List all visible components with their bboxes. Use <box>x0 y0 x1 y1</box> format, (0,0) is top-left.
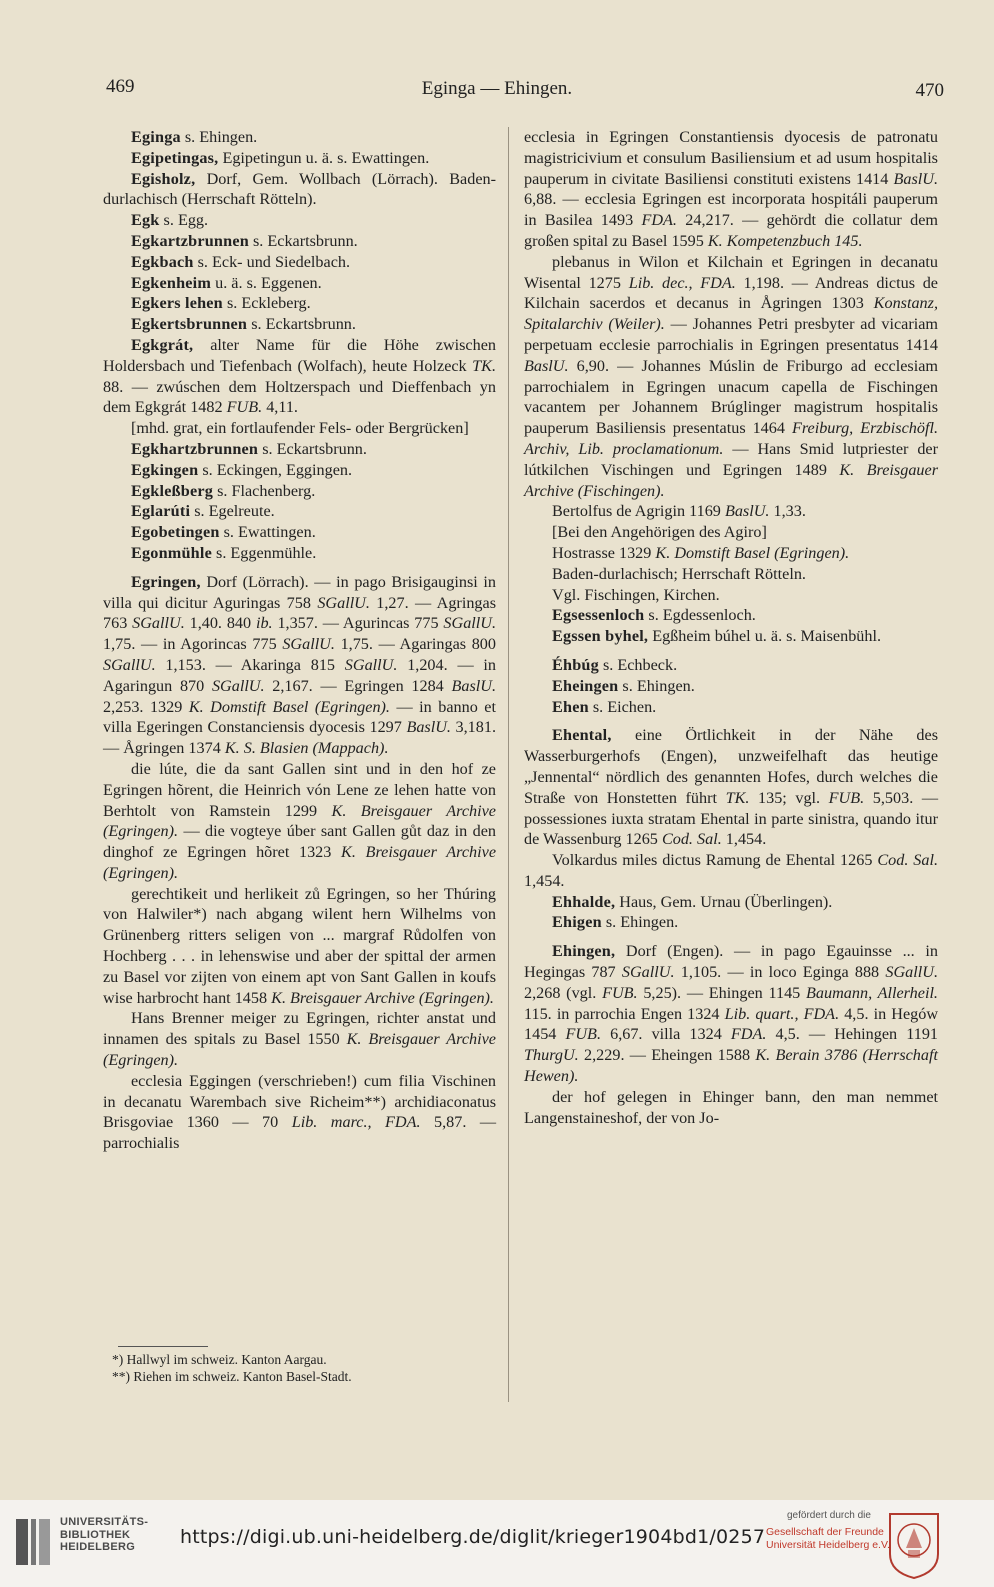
university-seal-icon <box>884 1508 944 1580</box>
lemma-entry: Egkenheim u. ä. s. Eggenen. <box>131 273 322 292</box>
lemma-entry: Egobetingen s. Ewattingen. <box>131 523 316 542</box>
lemma-entry: Ehigen s. Ehingen. <box>552 913 679 932</box>
library-name: UNIVERSITÄTS- BIBLIOTHEK HEIDELBERG <box>60 1516 149 1553</box>
lemma-entry: Eginga s. Ehingen. <box>131 128 258 146</box>
entry-paragraph: ecclesia Eggingen (verschrieben!) cum filia Vischinen in decanatu Warembach sive Richeim**) archidiaconatus Brisgoviae 1360 — 70 Lib. marc., FDA. 5,87. — parrochialis <box>103 1071 496 1153</box>
entry-paragraph: der hof gelegen in Ehinger bann, den man nemmet Langenstaineshof, der von Jo- <box>524 1087 938 1127</box>
entry-paragraph: Hans Brenner meiger zu Egringen, richter anstat und innamen des spitals zu Basel 1550 K. Breisgauer Archive (Egringen). <box>103 1009 496 1070</box>
lemma-entry: Egssen byhel, Egßheim búhel u. ä. s. Maisenbühl. <box>552 627 882 646</box>
right-column <box>524 127 938 1128</box>
document-url[interactable]: https://digi.ub.uni-heidelberg.de/diglit/krieger1904bd1/0257 <box>180 1526 766 1548</box>
lemma-entry: Egonmühle s. Eggenmühle. <box>131 543 317 562</box>
viewer-footer <box>0 1500 994 1587</box>
lemma-entry: Egkleßberg s. Flachenberg. <box>131 481 316 500</box>
lemma-entry: Ehen s. Eichen. <box>552 697 657 716</box>
entry-paragraph: [Bei den Angehörigen des Agiro] <box>552 523 767 542</box>
lemma-entry: Ehental, eine Örtlichkeit in der Nähe des Wasserburgerhofs (Engen), unzweifelhaft das heutige „Jennental“ nördlich des genannten Hofes, durch welches die Straße von Honstetten führt TK. 135; vgl. FUB. 5,503. — possessiones iuxta stratam Ehental in parte sinistra, quando itur de Wassenburg 1265 Cod. Sal. 1,454. <box>524 726 939 849</box>
lemma-entry: Éhbúg s. Echbeck. <box>552 655 678 674</box>
lemma-entry: Eheingen s. Ehingen. <box>552 676 695 695</box>
lemma-entry: Egkertsbrunnen s. Eckartsbrunn. <box>131 315 356 334</box>
entry-paragraph: die lúte, die da sant Gallen sint und in den hof ze Egringen hõrent, die Heinrich vón Lene ze lehen hatte von Berhtolt von Ramstein 1299 K. Breisgauer Archive (Egringen). — die vogteye úber sant Gallen gůt daz in den dinghof ze Egringen hõret 1323 K. Breisgauer Archive (Egringen). <box>103 759 496 882</box>
entry-paragraph: [mhd. grat, ein fortlaufender Fels- oder Bergrücken] <box>131 419 469 438</box>
lemma-entry: Egkbach s. Eck- und Siedelbach. <box>131 252 351 271</box>
footnote: **) Riehen im schweiz. Kanton Basel-Stadt. <box>112 1369 352 1384</box>
footnote: *) Hallwyl im schweiz. Kanton Aargau. <box>112 1352 327 1367</box>
entry-paragraph: Bertolfus de Agrigin 1169 BaslU. 1,33. <box>552 502 806 521</box>
footnotes <box>112 1351 492 1385</box>
page-number-left: 469 <box>106 76 135 97</box>
column-divider <box>508 127 509 1402</box>
lemma-entry: Eglarúti s. Egelreute. <box>131 502 275 521</box>
left-column <box>103 127 496 1154</box>
lemma-entry: Egkgrát, alter Name für die Höhe zwischen Holdersbach und Tiefenbach (Wolfach), heute Holzeck TK. 88. — zwúschen dem Holtzerspach und Dieffenbach yn dem Egkgrát 1482 FUB. 4,11. <box>103 335 496 417</box>
footnote-rule <box>118 1346 208 1347</box>
university-library-logo-icon <box>14 1517 52 1567</box>
lemma-entry: Ehhalde, Haus, Gem. Urnau (Überlingen). <box>552 892 833 911</box>
lemma-entry: Egisholz, Dorf, Gem. Wollbach (Lörrach). Baden-durlachisch (Herrschaft Rötteln). <box>103 169 496 209</box>
lemma-entry: Egkhartzbrunnen s. Eckartsbrunn. <box>131 439 367 458</box>
entry-paragraph: Baden-durlachisch; Herrschaft Rötteln. <box>552 564 806 583</box>
entry-paragraph: ecclesia in Egringen Constantiensis dyocesis de patronatu magistricivium et consulum Basiliensium et ad usum hospitalis pauperum in civitate Basiliensi constituti existens 1414 BaslU. 6,88. — ecclesia Egringen est incorporata hospitáli pauperum in Basilea 1493 FDA. 24,217. — gehördt die collatur dem großen spital zu Basel 1595 K. Kompetenzbuch 145. <box>524 128 938 250</box>
lemma-entry: Egk s. Egg. <box>131 211 209 230</box>
lemma-entry: Ehingen, Dorf (Engen). — in pago Egauinsse ... in Hegingas 787 SGallU. 1,105. — in loco Eginga 888 SGallU. 2,268 (vgl. FUB. 5,25). — Ehingen 1145 Baumann, Allerheil. 115. in parrochia Engen 1324 Lib. quart., FDA. 4,5. in Hegów 1454 FUB. 6,67. villa 1324 FDA. 4,5. — Hehingen 1191 ThurgU. 2,229. — Eheingen 1588 K. Berain 3786 (Herrschaft Hewen). <box>524 942 939 1086</box>
lemma-entry: Egsessenloch s. Egdessenloch. <box>552 606 756 625</box>
lemma-entry: Egipetingas, Egipetingun u. ä. s. Ewattingen. <box>131 148 430 167</box>
sponsor-name: Gesellschaft der Freunde Universität Heidelberg e.V. <box>766 1526 890 1551</box>
running-title: Eginga — Ehingen. <box>421 78 573 99</box>
lemma-entry: Egkingen s. Eckingen, Eggingen. <box>131 460 353 479</box>
lemma-entry: Egkartzbrunnen s. Eckartsbrunn. <box>131 231 358 250</box>
entry-paragraph: Vgl. Fischingen, Kirchen. <box>552 585 720 604</box>
entry-paragraph: Hostrasse 1329 K. Domstift Basel (Egringen). <box>552 543 850 562</box>
lemma-entry: Egringen, Dorf (Lörrach). — in pago Brisigauginsi in villa qui dicitur Aguringas 758 SGallU. 1,27. — Agringas 763 SGallU. 1,40. 840 ib. 1,357. — Agurincas 775 SGallU. 1,75. — in Agorincas 775 SGallU. 1,75. — Agaringas 800 SGallU. 1,153. — Akaringa 815 SGallU. 1,204. — in Agaringun 870 SGallU. 2,167. — Egringen 1284 BaslU. 2,253. 1329 K. Domstift Basel (Egringen). — in banno et villa Egeringen Constanciensis dyocesis 1297 BaslU. 3,181. — Ågringen 1374 K. S. Blasien (Mappach). <box>103 572 497 758</box>
lemma-entry: Egkers lehen s. Eckleberg. <box>131 294 311 313</box>
entry-paragraph: gerechtikeit und herlikeit zů Egringen, so her Thúring von Halwiler*) nach abgang wilent hern Wilhelms von Grünenberg ritters seligen von ... margraf Růdolfen von Hochberg . . . in lehenswise und aber der spittal der armen zu Basel vor zijten von einem apt von Sant Gallen in koufs wise harbrocht hant 1458 K. Breisgauer Archive (Egringen). <box>103 884 496 1007</box>
page-number-right: 470 <box>915 80 944 101</box>
entry-paragraph: plebanus in Wilon et Kilchain et Egringen in decanatu Wisental 1275 Lib. dec., FDA. 1,198. — Andreas dictus de Kilchain sacerdos et decanus in Ågringen 1303 Konstanz, Spitalarchiv (Weiler). — Johannes Petri presbyter ad vicariam perpetuam ecclesie parrochialis in Egringen presentatus 1414 BaslU. 6,90. — Johannes Múslin de Friburgo ad ecclesiam parrochialem in Egringen unacum capella de Fischingen vacantem per Johannem Brúglinger magistrum hospitalis pauperum Basiliensis presentatus 1464 Freiburg, Erzbischöfl. Archiv, Lib. proclamationum. — Hans Smid lutpriester der lútkilchen Vischingen und Egringen 1489 K. Breisgauer Archive (Fischingen). <box>524 252 938 500</box>
entry-paragraph: Volkardus miles dictus Ramung de Ehental 1265 Cod. Sal. 1,454. <box>524 851 938 890</box>
sponsor-intro: gefördert durch die <box>787 1510 871 1521</box>
